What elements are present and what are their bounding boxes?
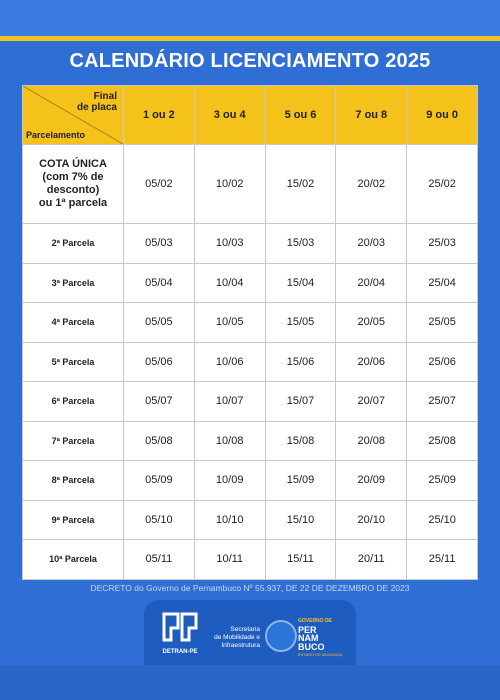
table-row <box>23 303 478 343</box>
column-header: 9 ou 0 <box>407 86 478 145</box>
date-cell: 25/10 <box>407 500 478 540</box>
table-row <box>23 342 478 382</box>
state-seal-icon <box>265 620 297 652</box>
date-cell: 10/10 <box>194 500 265 540</box>
date-cell: 10/04 <box>194 263 265 303</box>
date-cell: 25/02 <box>407 145 478 224</box>
table-row <box>23 382 478 422</box>
date-cell: 20/02 <box>336 145 407 224</box>
table-row <box>23 461 478 501</box>
date-cell: 15/09 <box>265 461 336 501</box>
row-label: COTA ÚNICA (com 7% de desconto) ou 1ª parcela <box>23 145 124 224</box>
date-cell: 05/07 <box>124 382 195 422</box>
date-cell: 25/08 <box>407 421 478 461</box>
table-row <box>23 263 478 303</box>
date-cell: 15/03 <box>265 224 336 264</box>
date-cell: 05/06 <box>124 342 195 382</box>
date-cell: 10/06 <box>194 342 265 382</box>
row-label: 3ª Parcela <box>23 263 124 303</box>
date-cell: 05/10 <box>124 500 195 540</box>
date-cell: 05/08 <box>124 421 195 461</box>
date-cell: 15/05 <box>265 303 336 343</box>
row-label: 8ª Parcela <box>23 461 124 501</box>
table-row <box>23 540 478 580</box>
governo-pernambuco-logo: GOVERNO DE PER NAM BUCO ESTADO DE MUDANÇA <box>298 618 343 657</box>
row-label: 2ª Parcela <box>23 224 124 264</box>
date-cell: 20/05 <box>336 303 407 343</box>
date-cell: 10/08 <box>194 421 265 461</box>
date-cell: 05/04 <box>124 263 195 303</box>
table-row <box>23 224 478 264</box>
date-cell: 10/03 <box>194 224 265 264</box>
bottom-band <box>0 665 500 700</box>
date-cell: 15/04 <box>265 263 336 303</box>
date-cell: 15/10 <box>265 500 336 540</box>
date-cell: 15/11 <box>265 540 336 580</box>
table-row <box>23 500 478 540</box>
date-cell: 25/09 <box>407 461 478 501</box>
column-header: 5 ou 6 <box>265 86 336 145</box>
date-cell: 20/03 <box>336 224 407 264</box>
date-cell: 10/02 <box>194 145 265 224</box>
corner-header <box>23 86 124 145</box>
date-cell: 10/07 <box>194 382 265 422</box>
date-cell: 05/03 <box>124 224 195 264</box>
calendar-table <box>22 85 478 580</box>
date-cell: 05/11 <box>124 540 195 580</box>
detran-name: DETRAN-PE <box>162 649 198 655</box>
date-cell: 10/11 <box>194 540 265 580</box>
column-header: 1 ou 2 <box>124 86 195 145</box>
corner-parcelamento-label: Parcelamento <box>26 130 86 140</box>
detran-logo-icon <box>160 610 200 644</box>
logo-panel <box>144 600 356 665</box>
column-header: 3 ou 4 <box>194 86 265 145</box>
date-cell: 20/08 <box>336 421 407 461</box>
secretaria-name: Secretaria de Mobilidade e Infraestrutura <box>214 626 260 649</box>
date-cell: 25/04 <box>407 263 478 303</box>
row-label: 5ª Parcela <box>23 342 124 382</box>
date-cell: 15/06 <box>265 342 336 382</box>
date-cell: 20/09 <box>336 461 407 501</box>
date-cell: 25/11 <box>407 540 478 580</box>
table-row <box>23 145 478 224</box>
date-cell: 25/03 <box>407 224 478 264</box>
page-title: CALENDÁRIO LICENCIAMENTO 2025 <box>69 50 431 72</box>
date-cell: 15/08 <box>265 421 336 461</box>
table-row <box>23 421 478 461</box>
date-cell: 20/06 <box>336 342 407 382</box>
row-label: 6ª Parcela <box>23 382 124 422</box>
row-label: 9ª Parcela <box>23 500 124 540</box>
corner-final-label: Final de placa <box>76 91 117 113</box>
date-cell: 20/04 <box>336 263 407 303</box>
date-cell: 20/07 <box>336 382 407 422</box>
decree-note: DECRETO do Governo de Pernambuco Nº 55.937, DE 22 DE DEZEMBRO DE 2023 <box>90 583 410 593</box>
top-strip <box>0 0 500 36</box>
date-cell: 20/11 <box>336 540 407 580</box>
column-header: 7 ou 8 <box>336 86 407 145</box>
date-cell: 25/06 <box>407 342 478 382</box>
date-cell: 05/05 <box>124 303 195 343</box>
date-cell: 10/09 <box>194 461 265 501</box>
row-label: 10ª Parcela <box>23 540 124 580</box>
date-cell: 15/07 <box>265 382 336 422</box>
row-label: 7ª Parcela <box>23 421 124 461</box>
date-cell: 20/10 <box>336 500 407 540</box>
date-cell: 25/05 <box>407 303 478 343</box>
accent-bar <box>0 36 500 41</box>
date-cell: 15/02 <box>265 145 336 224</box>
date-cell: 10/05 <box>194 303 265 343</box>
row-label: 4ª Parcela <box>23 303 124 343</box>
date-cell: 05/02 <box>124 145 195 224</box>
header-row <box>23 86 478 145</box>
date-cell: 25/07 <box>407 382 478 422</box>
date-cell: 05/09 <box>124 461 195 501</box>
